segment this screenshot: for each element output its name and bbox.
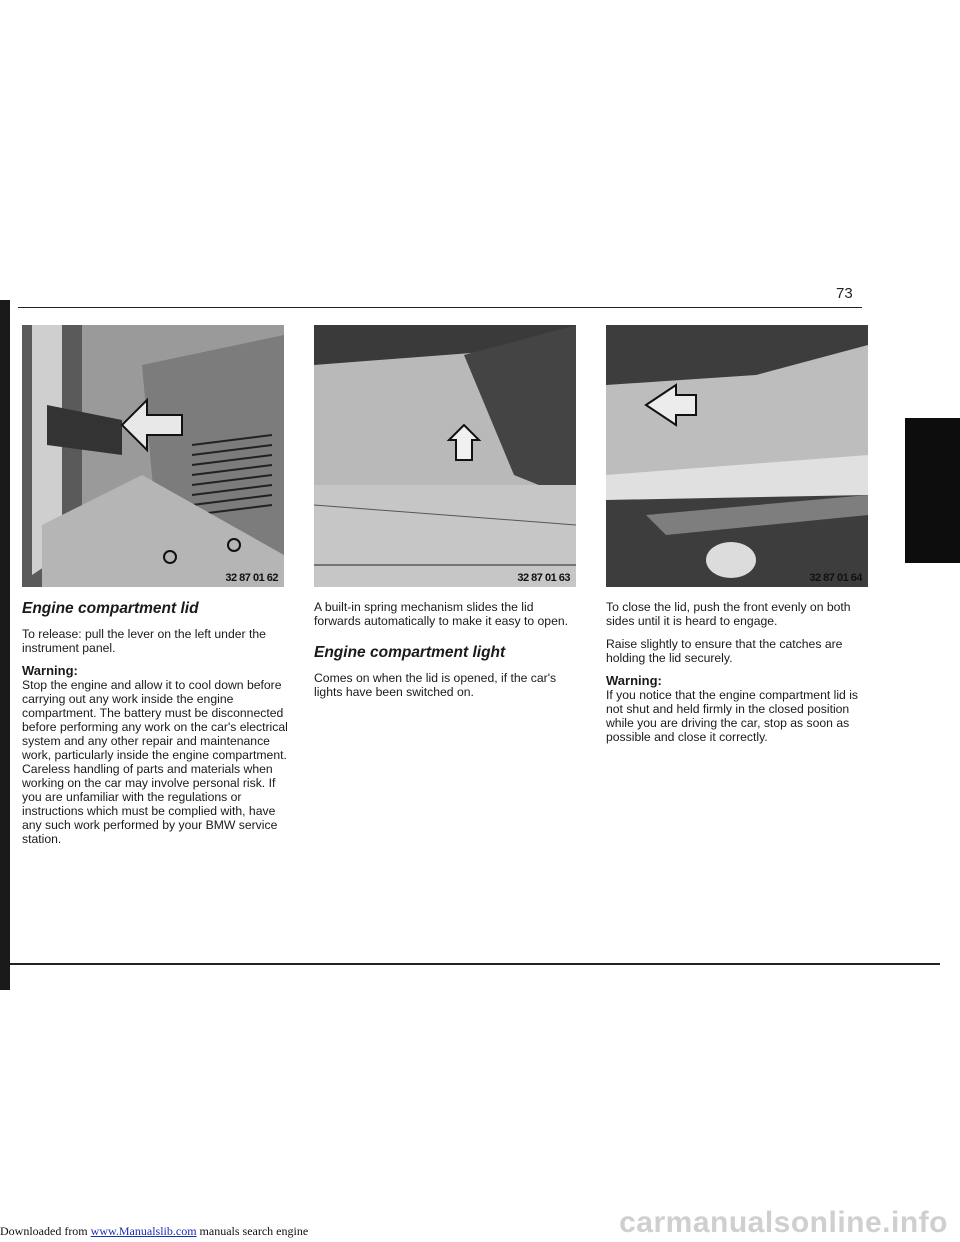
figure-lid-open [314,325,576,587]
figure-code: 32 87 01 63 [517,572,570,584]
paragraph: To release: pull the lever on the left under the instrument panel. [22,627,266,655]
lid-close-illustration [606,325,868,587]
footer [0,1224,308,1239]
lever-illustration [22,325,284,587]
figure-lever [22,325,284,587]
section-heading: Engine compartment light [314,644,506,661]
column-lid-open [314,600,580,708]
column-lid-release [22,600,288,855]
figure-code: 32 87 01 62 [225,572,278,584]
figure-code: 32 87 01 64 [809,572,862,584]
paragraph: Comes on when the lid is opened, if the car's lights have been switched on. [314,671,557,699]
section-heading: Engine compartment lid [22,600,199,617]
figure-lid-close [606,325,868,587]
bottom-rule [10,963,940,965]
warning-label: Warning: [606,673,662,688]
paragraph: To close the lid, push the front evenly on both sides until it is heard to engage. [606,600,851,628]
watermark: carmanualsonline.info [619,1206,948,1239]
warning-text: Stop the engine and allow it to cool down before carrying out any work inside the engine compartment. The battery must be disconnected before performing any work on the car's electrical system and any other repair and maintenance work, particularly inside the engine compartment. Careless handling of parts and materials when working on the car may involve personal risk. If you are unfamiliar with the regulations or instructions which must be complied with, have any such work performed by your BMW service station. [22,678,288,846]
top-rule [18,307,862,308]
warning-block [22,664,288,846]
warning-block [606,674,872,744]
footer-link[interactable]: www.Manualslib.com [90,1224,197,1238]
page-number: 73 [836,285,853,302]
section-thumb-tab [905,418,960,563]
footer-suffix: manuals search engine [199,1224,309,1238]
warning-text: If you notice that the engine compartment lid is not shut and held firmly in the closed position while you are driving the car, stop as soon as possible and close it correctly. [606,688,859,744]
footer-prefix: Downloaded from [0,1224,88,1238]
lid-open-illustration [314,325,576,587]
warning-label: Warning: [22,663,78,678]
paragraph: Raise slightly to ensure that the catches are holding the lid securely. [606,637,843,665]
left-page-edge [0,300,10,990]
column-lid-close [606,600,872,753]
paragraph: A built-in spring mechanism slides the lid forwards automatically to make it easy to open. [314,600,569,628]
